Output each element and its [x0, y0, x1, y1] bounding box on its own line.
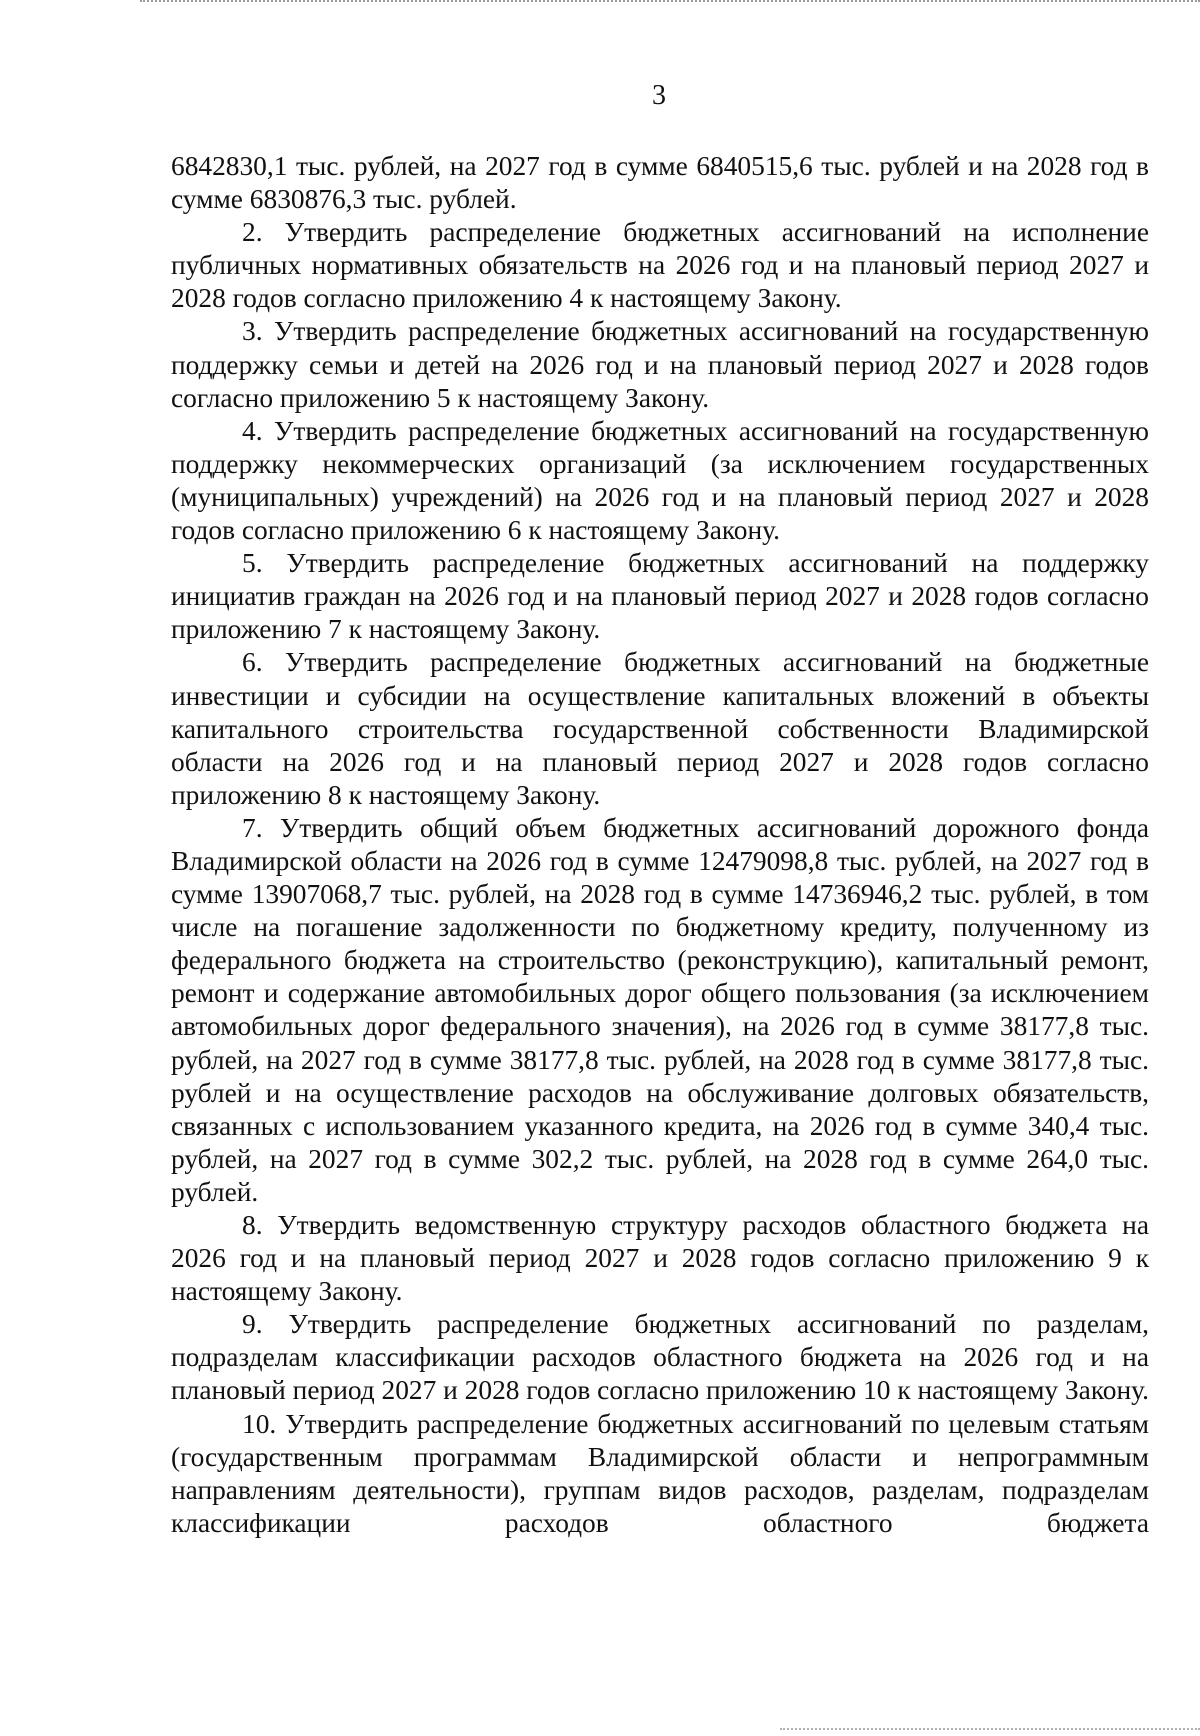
paragraph-item-8: 8. Утвердить ведомственную структуру расходов областного бюджета на 2026 год и на плановый период 2027 и 2028 годов согласно приложению 9 к настоящему Закону. [171, 1210, 1149, 1307]
paragraph-item-4: 4. Утвердить распределение бюджетных ассигнований на государственную поддержку некоммерческих организаций (за исключением государственных (муниципальных) учреждений) на 2026 год и на плановый период 2027 и 2028 годов согласно приложению 6 к настоящему Закону. [171, 415, 1149, 546]
page-number: 3 [652, 80, 666, 111]
paragraph-item-6: 6. Утвердить распределение бюджетных ассигнований на бюджетные инвестиции и субсидии на осуществление капитальных вложений в объекты капитального строительства государственной собственности Владимирской области на 2026 год и на плановый период 2027 и 2028 годов согласно приложению 8 к настоящему Закону. [171, 647, 1149, 810]
paragraph-item-7: 7. Утвердить общий объем бюджетных ассигнований дорожного фонда Владимирской области на 2026 год в сумме 12479098,8 тыс. рублей, на 2027 год в сумме 13907068,7 тыс. рублей, на 2028 год в сумме 14736946,2 тыс. рублей, в том числе на погашение задолженности по бюджетному кредиту, полученному из федерального бюджета на строительство (реконструкцию), капитальный ремонт, ремонт и содержание автомобильных дорог общего пользования (за исключением автомобильных дорог федерального значения), на 2026 год в сумме 38177,8 тыс. рублей, на 2027 год в сумме 38177,8 тыс. рублей, на 2028 год в сумме 38177,8 тыс. рублей и на осуществление расходов на обслуживание долговых обязательств, связанных с использованием указанного кредита, на 2026 год в сумме 340,4 тыс. рублей, на 2027 год в сумме 302,2 тыс. рублей, на 2028 год в сумме 264,0 тыс. рублей. [171, 812, 1149, 1207]
paragraph-item-5: 5. Утвердить распределение бюджетных ассигнований на поддержку инициатив граждан на 2026 год и на плановый период 2027 и 2028 годов согласно приложению 7 к настоящему Закону. [171, 548, 1149, 645]
paragraph-item-2: 2. Утвердить распределение бюджетных ассигнований на исполнение публичных нормативных обязательств на 2026 год и на плановый период 2027 и 2028 годов согласно приложению 4 к настоящему Закону. [171, 217, 1149, 314]
paragraph-continuation: 6842830,1 тыс. рублей, на 2027 год в сумме 6840515,6 тыс. рублей и на 2028 год в сумме 6830876,3 тыс. рублей. [171, 151, 1149, 215]
paragraph-item-3: 3. Утвердить распределение бюджетных ассигнований на государственную поддержку семьи и детей на 2026 год и на плановый период 2027 и 2028 годов согласно приложению 5 к настоящему Закону. [171, 316, 1149, 413]
document-body [171, 150, 1149, 1540]
scan-edge-top [140, 0, 1200, 2]
paragraph-item-10: 10. Утвердить распределение бюджетных ассигнований по целевым статьям (государственным программам Владимирской области и непрограммным направлениям деятельности), группам видов расходов, разделам, подразделам классификации расходов областного бюджета [171, 1408, 1149, 1538]
paragraph-item-9: 9. Утвердить распределение бюджетных ассигнований по разделам, подразделам классификации расходов областного бюджета на 2026 год и на плановый период 2027 и 2028 годов согласно приложению 10 к настоящему Закону. [171, 1309, 1149, 1406]
scan-edge-bottom [780, 1728, 1200, 1730]
